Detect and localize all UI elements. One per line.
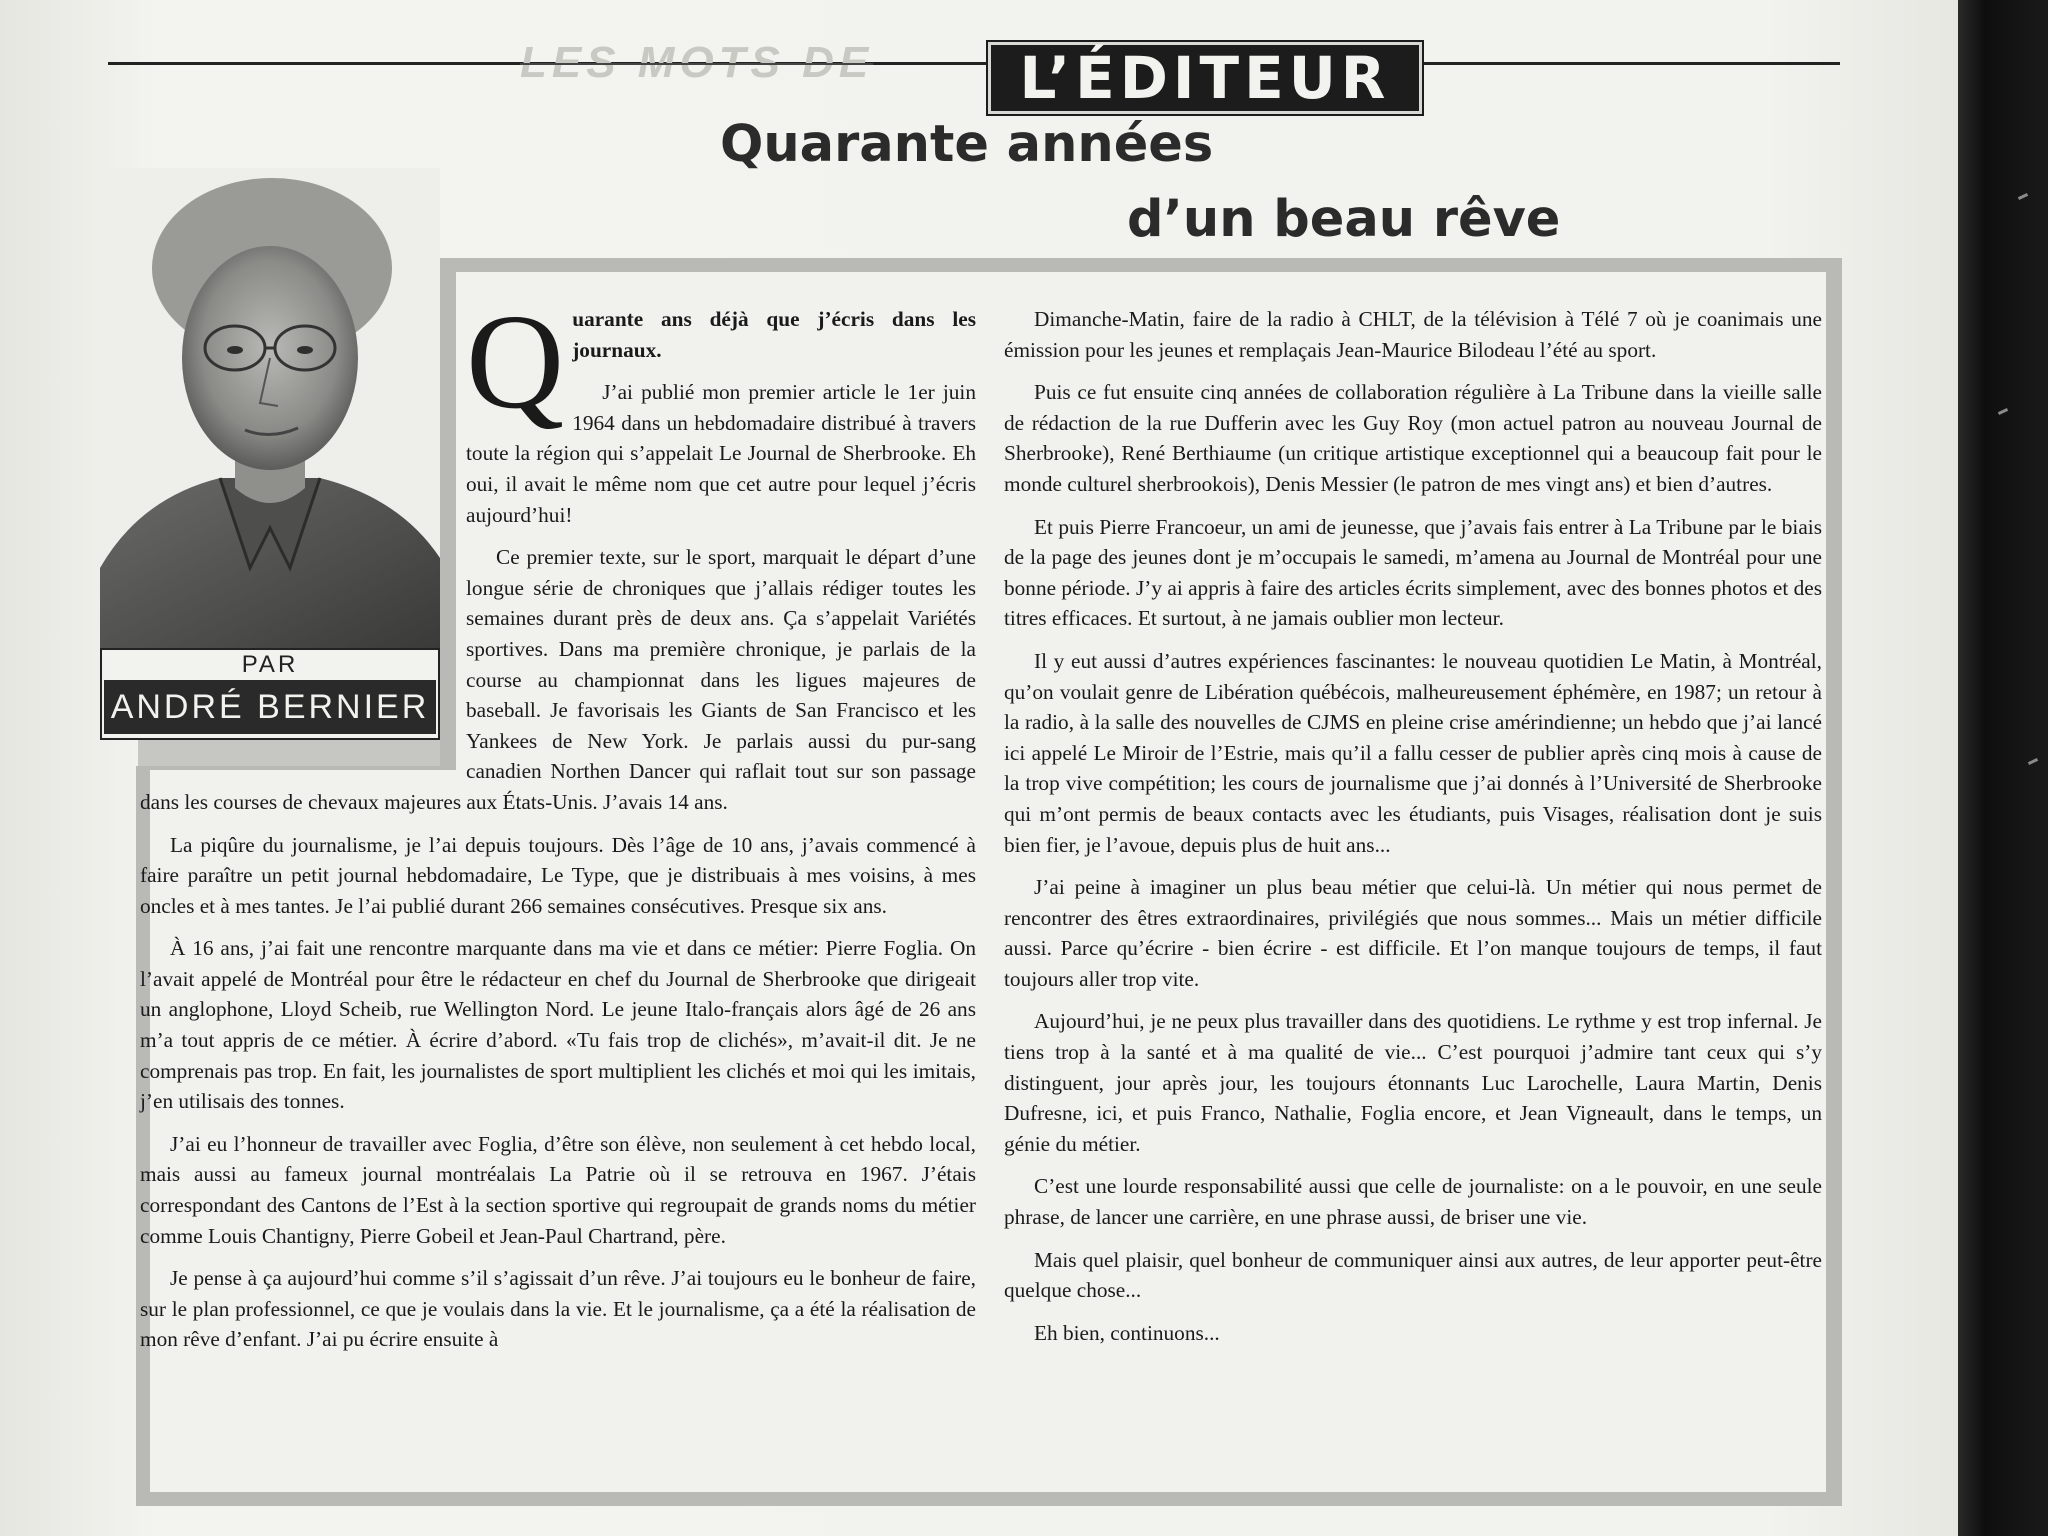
article-title-line-2: d’un beau rêve <box>1127 190 1561 249</box>
article-paragraph: C’est une lourde responsabilité aussi que celle de journaliste: on a le pouvoir, en une seule phrase, de lancer une carrière, en une phrase aussi, de briser une vie. <box>1004 1174 1822 1230</box>
byline-par: PAR <box>241 651 299 678</box>
page-edge <box>1958 0 2048 1536</box>
article-paragraph: J’ai peine à imaginer un plus beau métier que celui-là. Un métier qui nous permet de rencontrer des êtres extraordinaires, privilégiés que nous sommes... Mais un métier difficile aussi. Parce qu’écrire - bien écrire - est difficile. Et l’on manque toujours de temps, il faut toujours aller trop vite. <box>1004 875 1822 991</box>
article-paragraph: Dimanche-Matin, faire de la radio à CHLT, de la télévision à Télé 7 où je coanimais une émission pour les jeunes et remplaçais Jean-Maurice Bilodeau l’été au sport. <box>1004 307 1822 362</box>
article-paragraph: Mais quel plaisir, quel bonheur de communiquer ainsi aux autres, de leur apporter peut-être quelque chose... <box>1004 1247 1822 1303</box>
section-title-box: L’ÉDITEUR <box>988 42 1422 114</box>
article-paragraph: Je pense à ça aujourd’hui comme s’il s’agissait d’un rêve. J’ai toujours eu le bonheur de faire, sur le plan professionnel, ce que je voulais dans la vie. Et le journalisme, ça a été la réalisation de mon rêve d’enfant. J’ai pu écrire ensuite à <box>140 1266 976 1352</box>
section-label: LES MOTS DE <box>520 38 874 87</box>
article-column-left <box>140 287 976 1484</box>
article-title-line-1: Quarante années <box>720 115 1214 174</box>
article-lead: uarante ans déjà que j’écris dans les journaux. <box>572 307 976 362</box>
byline-author: ANDRÉ BERNIER <box>104 680 436 734</box>
article-paragraph: J’ai eu l’honneur de travailler avec Foglia, d’être son élève, non seulement à cet hebdo local, mais aussi au fameux journal montréalais La Patrie où il se retrouva en 1967. J’étais correspondant des Cantons de l’Est à la section sportive qui regroupait de grands noms du métier comme Louis Chantigny, Pierre Gobeil et Jean-Paul Chartrand, père. <box>140 1131 976 1248</box>
article-column-right <box>1004 304 1822 1484</box>
article-paragraph: Puis ce fut ensuite cinq années de collaboration régulière à La Tribune dans la vieille salle de rédaction de la rue Dufferin avec les Guy Roy (mon actuel patron au nouveau Journal de Sherbrooke), René Berthiaume (un critique artistique exceptionnel qui a beaucoup fait pour le monde culturel sherbrookois), Denis Messier (le patron de mes vingt ans) et bien d’autres. <box>1004 380 1822 496</box>
article-paragraph: Ce premier texte, sur le sport, marquait le départ d’une longue série de chroniques que j’allais rédiger toutes les semaines durant près de deux ans. Ça s’appelait Variétés sportives. Dans ma première chronique, je parlais de la course au championnat dans les ligues majeures de baseball. Je favorisais les Giants de San Francisco et les Yankees de New York. Je parlais aussi du pur-sang canadien Northen Dancer qui raflait tout sur son passage dans les courses de chevaux majeures aux États-Unis. J’avais 14 ans. <box>140 545 976 814</box>
article-paragraph: Et puis Pierre Francoeur, un ami de jeunesse, que j’avais fais entrer à La Tribune par le biais de la page des jeunes dont je m’occupais le samedi, m’amena au Journal de Montréal pour une bonne période. J’y ai appris à faire des articles écrits simplement, avec des bonnes photos et des titres efficaces. Et surtout, à ne jamais oublier mon lecteur. <box>1004 514 1822 631</box>
article-paragraph: À 16 ans, j’ai fait une rencontre marquante dans ma vie et dans ce métier: Pierre Foglia. On l’avait appelé de Montréal pour être le rédacteur en chef du Journal de Sherbrooke que dirigeait un anglophone, Lloyd Scheib, rue Wellington Nord. Le jeune Italo-français alors âgé de 26 ans m’a tout appris de ce métier. À écrire d’abord. «Tu fais trop de clichés», m’avait-il dit. Je ne comprenais pas trop. En fait, les journalistes de sport multiplient les clichés et moi qui les imitais, j’en utilisais des tonnes. <box>140 936 976 1114</box>
article-paragraph: La piqûre du journalisme, je l’ai depuis toujours. Dès l’âge de 10 ans, j’avais commencé à faire paraître un petit journal hebdomadaire, Le Type, que je distribuais à mes voisins, à mes oncles et à mes tantes. Je l’ai publié durant 266 semaines consécutives. Presque six ans. <box>140 832 976 918</box>
photo-wrap-spacer <box>140 304 466 760</box>
article-paragraph: Eh bien, continuons... <box>1034 1320 1220 1345</box>
article-paragraph: Il y eut aussi d’autres expériences fascinantes: le nouveau quotidien Le Matin, à Montréal, qu’on voulait genre de Libération québécois, malheureusement éphémère, en 1987; un retour à la radio, à la salle des nouvelles de CJMS en pleine crise amérindienne; un hebdo que j’ai lancé ici appelé Le Miroir de l’Estrie, mais qu’il a fallu cesser de publier après cinq mois à cause de la trop vive compétition; les cours de journalisme que j’ai donnés à l’Université de Sherbrooke qui m’ont permis de beaux contacts avec les étudiants, puis Visages, réalisation dont je suis bien fier, je l’avoue, depuis plus de huit ans... <box>1004 648 1822 857</box>
header-rule <box>108 62 1840 65</box>
article-paragraph: J’ai publié mon premier article le 1er juin 1964 dans un hebdomadaire distribué à travers toute la région qui s’appelait Le Journal de Sherbrooke. Eh oui, il avait le même nom que cet autre pour lequel j’écris aujourd’hui! <box>466 380 976 527</box>
article-paragraph: Aujourd’hui, je ne peux plus travailler dans des quotidiens. Le rythme y est trop infernal. Je tiens trop à la santé et à ma qualité de vie... C’est pourquoi j’admire tant ceux qui s’y distinguent, jour après jour, les toujours étonnants Luc Larochelle, Laura Martin, Denis Dufresne, ici, et puis Franco, Nathalie, Foglia encore, et Jean Vigneault, dans le temps, un génie du métier. <box>1004 1009 1822 1156</box>
drop-cap: Q <box>466 287 565 437</box>
